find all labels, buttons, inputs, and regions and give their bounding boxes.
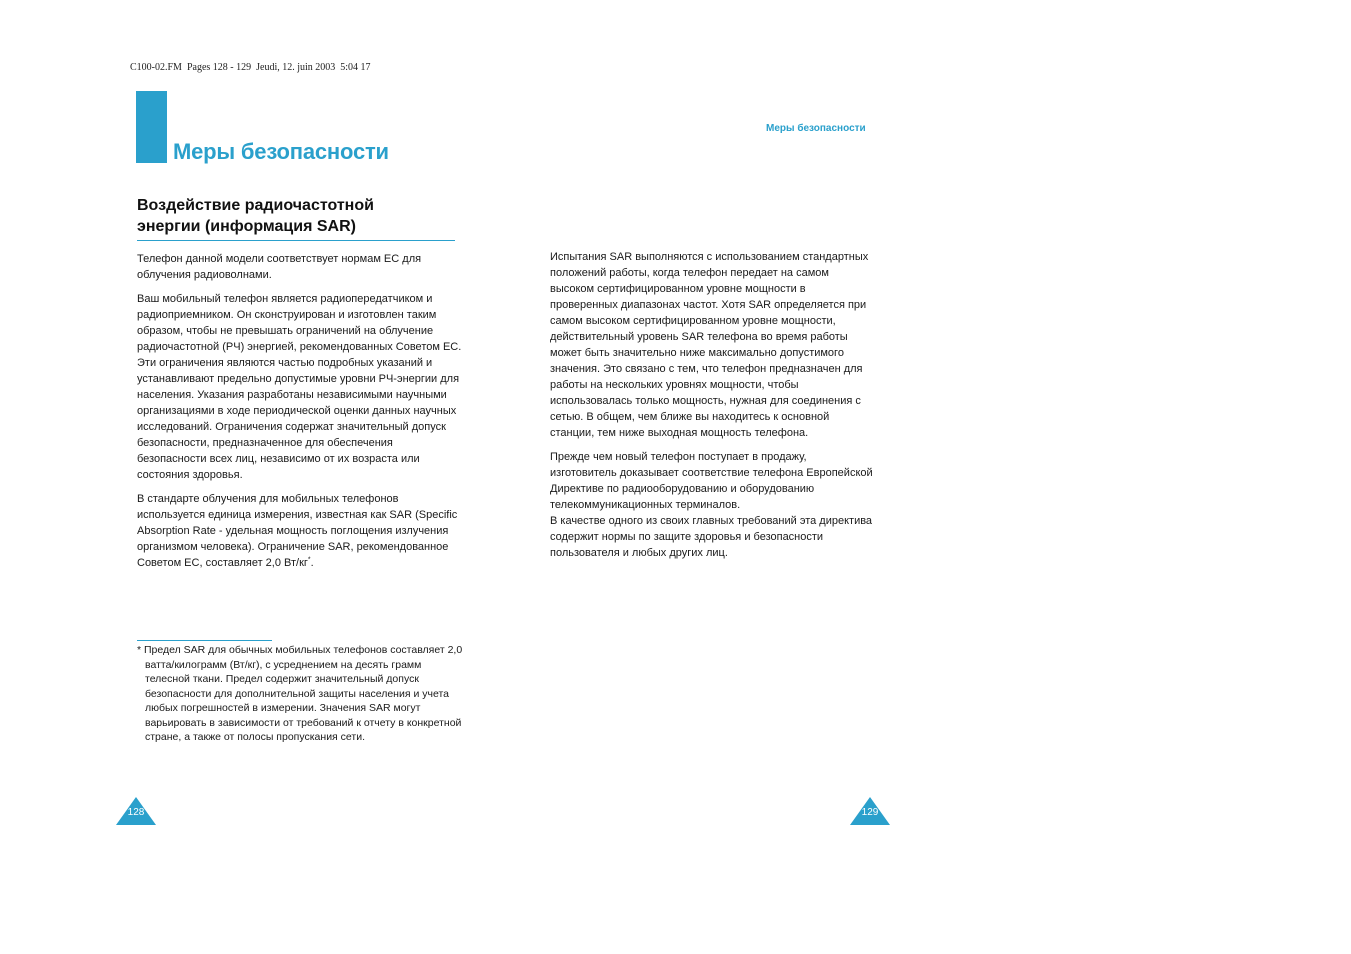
footnote-rule [137,640,272,641]
heading-rule [137,240,455,241]
section-heading-line2: энергии (информация SAR) [137,218,356,235]
page-number-right-text: 129 [861,807,879,818]
left-paragraph-3-end: . [310,557,314,569]
section-heading-line1: Воздействие радиочастотной [137,197,374,214]
footnote: * Предел SAR для обычных мобильных телефонов составляет 2,0 ватта/килограмм (Вт/кг), с усреднением на десять грамм телесной ткани. Предел содержит значительный допуск безопасности для дополнительной защиты населения и учета любых погрешностей в измерении. Значения SAR могут варьировать в зависимости от требований к отчету в конкретной стране, а также от полосы пропускания сети. [137,644,463,743]
left-paragraph-2: Ваш мобильный телефон является радиопередатчиком и радиоприемником. Он сконструирован и изготовлен таким образом, чтобы не превышать ограничений на облучение радиочастотной (РЧ) энергией, рекомендованных Советом ЕС. Эти ограничения являются частью подробных указаний и устанавливают предельно допустимые уровни РЧ-энергии для населения. Указания разработаны независимыми научными организациями в ходе периодической оценки данных научных исследований. Ограничения содержат значительный допуск безопасности, предназначенное для обеспечения безопасности всех лиц, независимо от их возраста или состояния здоровья. [137,293,462,481]
page-number-left-text: 128 [127,807,145,818]
right-paragraph-1: Испытания SAR выполняются с использованием стандартных положений работы, когда телефон передает на самом высоком сертифицированном уровне мощности в проверенных диапазонах частот. Хотя SAR определяется при самом высоком сертифицированном уровне мощности, действительный уровень SAR телефона во время работы может быть значительно ниже максимально допустимого значения. Это связано с тем, что телефон предназначен для работы на нескольких уровнях мощности, чтобы использовалась только мощность, нужная для соединения с сетью. В общем, чем ближе вы находитесь к основной станции, тем ниже выходная мощность телефона. [550,251,869,439]
right-paragraph-2 [550,449,876,561]
right-paragraph-2b: В качестве одного из своих главных требований эта директива содержит нормы по защите здоровья и безопасности пользователя и любых других лиц. [550,515,873,559]
footnote-marker: * [307,556,311,564]
left-column [137,251,463,579]
title-accent-bar [136,91,167,163]
file-header: C100-02.FM Pages 128 - 129 Jeudi, 12. juin 2003 5:04 17 [130,62,371,73]
running-head: Меры безопасности [766,123,866,134]
page-number-right [850,797,890,825]
right-paragraph-2a: Прежде чем новый телефон поступает в продажу, изготовитель доказывает соответствие телефона Европейской Директиве по радиооборудованию и оборудованию телекоммуникационных терминалов. [550,451,873,511]
right-column [550,249,876,569]
page-title: Меры безопасности [173,139,389,164]
left-paragraph-3-text: В стандарте облучения для мобильных телефонов используется единица измерения, известная как SAR (Specific Absorption Rate - удельная мощность поглощения излучения организмом человека). Ограничение SAR, рекомендованное Советом ЕС, составляет 2,0 Вт/кг [137,493,458,569]
section-heading [137,195,455,237]
left-paragraph-3 [137,491,463,571]
page-number-left [116,797,156,825]
left-paragraph-1: Телефон данной модели соответствует нормам ЕС для облучения радиоволнами. [137,253,422,281]
